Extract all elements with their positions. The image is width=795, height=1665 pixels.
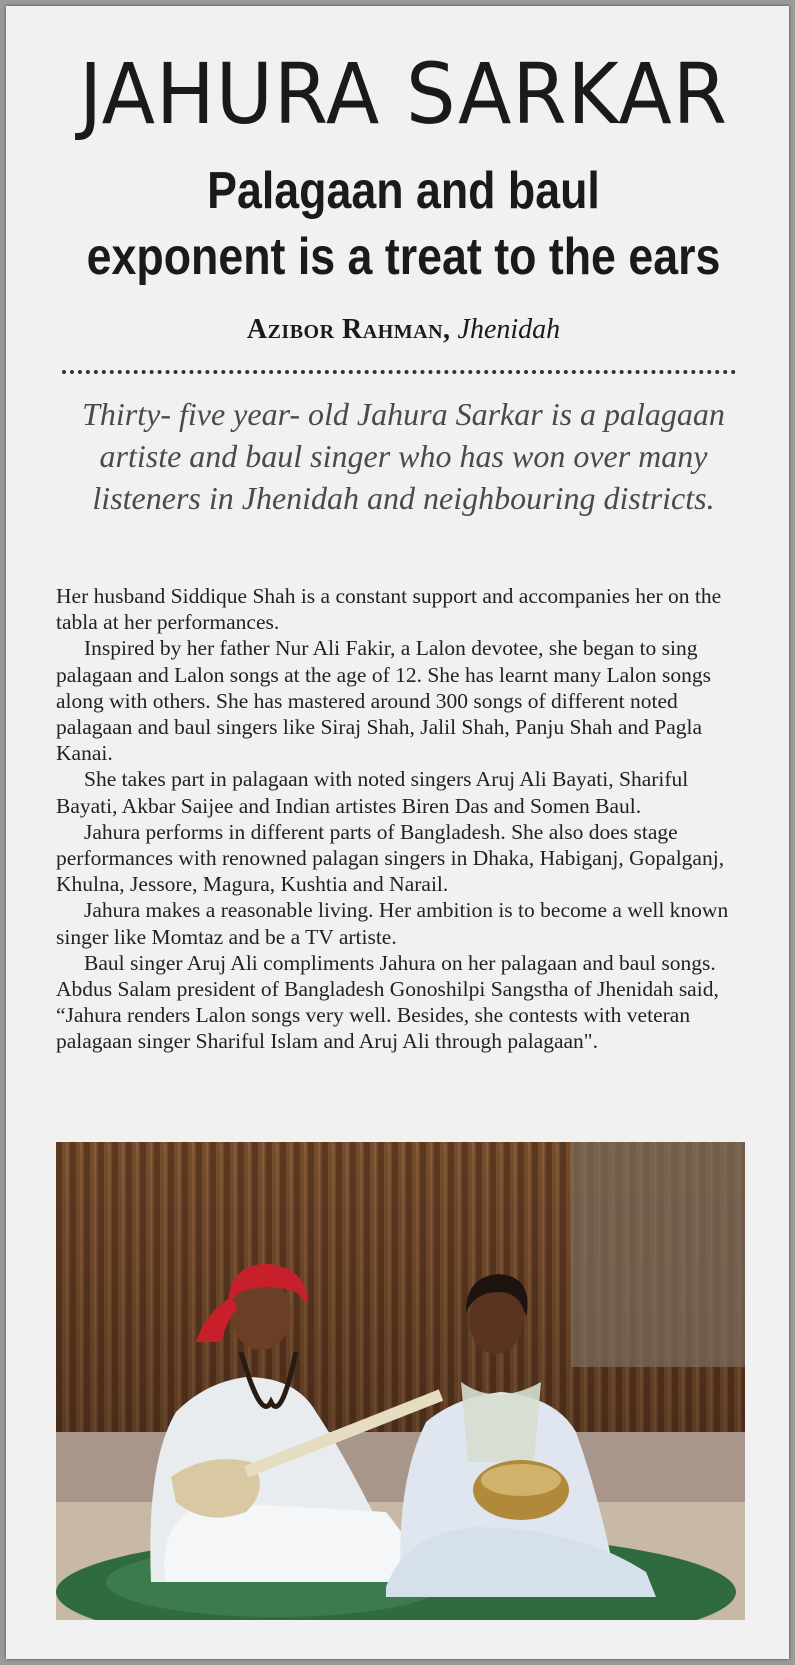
- photo-illustration: [56, 1142, 745, 1620]
- subtitle-line-2: exponent is a treat to the ears: [86, 228, 721, 286]
- body-paragraph: Jahura makes a reasonable living. Her ambition is to become a well known singer like Momtaz and be a TV artiste.: [56, 898, 729, 949]
- dateline-location: Jhenidah: [457, 314, 561, 345]
- body-paragraph: Her husband Siddique Shah is a constant support and accompanies her on the tabla at her performances.: [56, 584, 722, 635]
- body-paragraph: She takes part in palagaan with noted singers Aruj Ali Bayati, Shariful Bayati, Akbar Saijee and Indian artistes Biren Das and Somen Baul.: [56, 767, 689, 818]
- subtitle-line-1: Palagaan and baul: [207, 162, 600, 220]
- article-title: JAHURA SARKAR: [79, 45, 728, 143]
- dotted-divider: [62, 370, 736, 374]
- byline: [6, 310, 795, 350]
- article-subtitle: [62, 158, 746, 290]
- body-paragraph: Inspired by her father Nur Ali Fakir, a Lalon devotee, she began to sing palagaan and Lalon songs at the age of 12. She has learnt many Lalon songs along with others. She has mastered around 300 songs of different noted palagaan and baul singers like Siraj Shah, Jalil Shah, Panju Shah and Pagla Kanai.: [56, 636, 711, 766]
- article-photo: [56, 1142, 745, 1620]
- newspaper-page: [6, 6, 789, 1659]
- article-intro: Thirty- five year- old Jahura Sarkar is a palagaan artiste and baul singer who has won over many listeners in Jhenidah and neighbouring districts.: [82, 396, 725, 516]
- article-body: [56, 583, 746, 1055]
- body-paragraph: Baul singer Aruj Ali compliments Jahura on her palagaan and baul songs. Abdus Salam president of Bangladesh Gonoshilpi Sangstha of Jhenidah said, “Jahura renders Lalon songs very well. Besides, she contests with veteran palagaan singer Shariful Islam and Aruj Ali through palagaan".: [56, 950, 719, 1054]
- body-paragraph: Jahura performs in different parts of Bangladesh. She also does stage performances with renowned palagan singers in Dhaka, Habiganj, Gopalganj, Khulna, Jessore, Magura, Kushtia and Narail.: [56, 819, 725, 897]
- author-name: Azibor Rahman,: [246, 314, 451, 345]
